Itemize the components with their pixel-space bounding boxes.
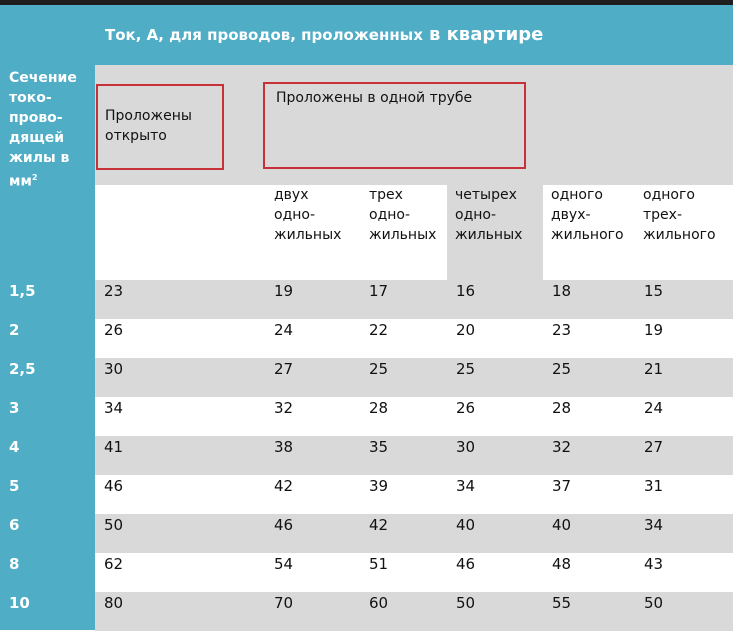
table-cell: 16	[456, 282, 476, 300]
table-cell: 28	[552, 399, 572, 417]
table-cell: 50	[456, 594, 476, 612]
table-cell: 30	[104, 360, 124, 378]
row-background	[95, 592, 733, 631]
table-row	[0, 319, 733, 358]
table-cell: 46	[274, 516, 294, 534]
table-cell: 50	[104, 516, 124, 534]
table-cell: 25	[552, 360, 572, 378]
row-background	[95, 280, 733, 319]
column-header-two-single: двух одно- жильных	[274, 187, 342, 243]
table-cell: 38	[274, 438, 294, 456]
row-background	[95, 514, 733, 553]
table-cell: 70	[274, 594, 294, 612]
column-header-one-double: одного двух- жильного	[551, 187, 624, 243]
table-cell: 20	[456, 321, 476, 339]
table-cell: 50	[644, 594, 664, 612]
data-rows	[0, 280, 733, 631]
table-cell: 40	[456, 516, 476, 534]
table-cell: 28	[369, 399, 389, 417]
table-cell: 54	[274, 555, 294, 573]
table-cell: 23	[104, 282, 124, 300]
table-row	[0, 358, 733, 397]
table-cell: 42	[274, 477, 294, 495]
table-cell: 19	[644, 321, 664, 339]
table-cell: 30	[456, 438, 476, 456]
table-cell: 37	[552, 477, 572, 495]
column-header-three-single: трех одно- жильных	[369, 187, 437, 243]
table-row	[0, 514, 733, 553]
group-open-label: Проложены открыто	[96, 84, 224, 170]
row-background	[95, 553, 733, 592]
row-section-label: 5	[9, 477, 20, 495]
row-background	[95, 397, 733, 436]
table-cell: 25	[456, 360, 476, 378]
table-cell: 27	[274, 360, 294, 378]
table-cell: 15	[644, 282, 664, 300]
row-section-label: 8	[9, 555, 20, 573]
table-cell: 17	[369, 282, 389, 300]
table-cell: 31	[644, 477, 664, 495]
row-section-label: 2	[9, 321, 20, 339]
table-cell: 32	[274, 399, 294, 417]
table-cell: 41	[104, 438, 124, 456]
table-cell: 24	[274, 321, 294, 339]
table-title	[105, 24, 543, 45]
table-cell: 35	[369, 438, 389, 456]
row-background	[95, 319, 733, 358]
table-row	[0, 397, 733, 436]
column-header-one-triple: одного трех- жильного	[643, 187, 716, 243]
group-tube-label: Проложены в одной трубе	[263, 82, 526, 169]
row-background	[95, 436, 733, 475]
row-section-label: 6	[9, 516, 20, 534]
table-cell: 40	[552, 516, 572, 534]
table-cell: 34	[644, 516, 664, 534]
table-cell: 25	[369, 360, 389, 378]
table-row	[0, 553, 733, 592]
table-cell: 62	[104, 555, 124, 573]
row-section-label: 1,5	[9, 282, 36, 300]
table-cell: 23	[552, 321, 572, 339]
table-cell: 26	[456, 399, 476, 417]
table-cell: 21	[644, 360, 664, 378]
row-section-label: 3	[9, 399, 20, 417]
table-row	[0, 475, 733, 514]
table-cell: 80	[104, 594, 124, 612]
table-cell: 46	[456, 555, 476, 573]
table-cell: 34	[104, 399, 124, 417]
table-cell: 42	[369, 516, 389, 534]
table-cell: 39	[369, 477, 389, 495]
title-part-1: Ток, А, для проводов, проложенных	[105, 26, 423, 44]
table-cell: 51	[369, 555, 389, 573]
row-background	[95, 475, 733, 514]
section-label-text: Сечение токо-прово-дящей жилы в мм	[9, 70, 77, 190]
row-section-label: 10	[9, 594, 30, 612]
table-cell: 22	[369, 321, 389, 339]
table-cell: 46	[104, 477, 124, 495]
row-background	[95, 358, 733, 397]
column-header-four-single: четырех одно- жильных	[455, 187, 523, 243]
table-cell: 18	[552, 282, 572, 300]
table-cell: 32	[552, 438, 572, 456]
section-label-superscript: 2	[31, 173, 38, 182]
table-cell: 55	[552, 594, 572, 612]
table-row	[0, 436, 733, 475]
table-cell: 34	[456, 477, 476, 495]
table-cell: 26	[104, 321, 124, 339]
table-cell: 27	[644, 438, 664, 456]
row-section-label: 2,5	[9, 360, 36, 378]
table-row	[0, 592, 733, 631]
table-cell: 19	[274, 282, 294, 300]
table-row	[0, 280, 733, 319]
table-cell: 60	[369, 594, 389, 612]
title-part-2: в квартире	[428, 24, 544, 45]
table-cell: 43	[644, 555, 664, 573]
table-cell: 24	[644, 399, 664, 417]
row-section-label: 4	[9, 438, 20, 456]
section-column-header	[9, 68, 91, 192]
table-cell: 48	[552, 555, 572, 573]
